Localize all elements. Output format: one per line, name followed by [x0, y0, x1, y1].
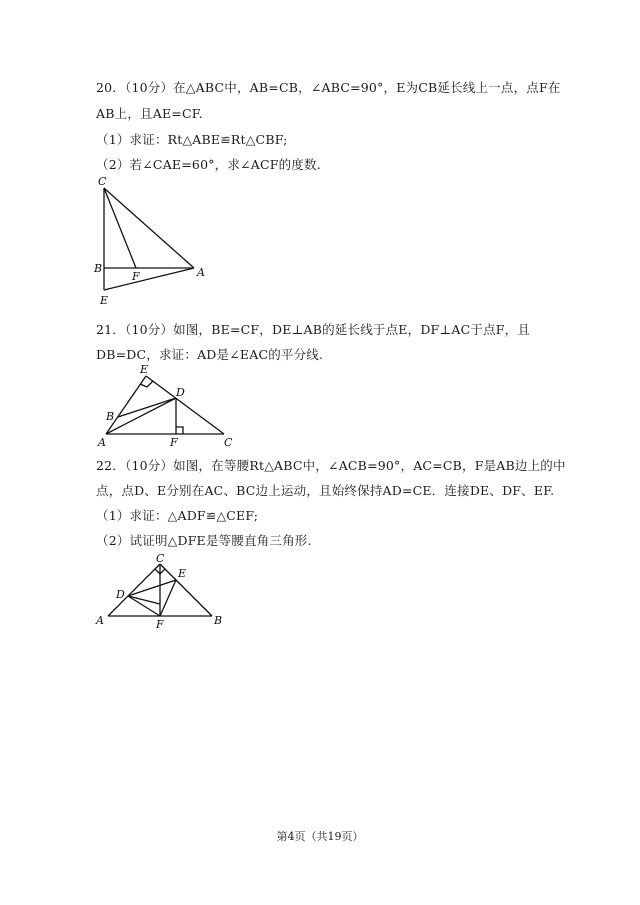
problem-22-part-2: （2）试证明△DFE是等腰直角三角形. [96, 533, 312, 548]
segment-EA [104, 268, 194, 290]
label-C: C [98, 175, 107, 188]
figure-problem-20 [90, 172, 220, 312]
segment-AD [106, 398, 176, 434]
problem-20-line-1: 20．（10分）在△ABC中，AB=CB，∠ABC=90°，E为CB延长线上一点，点F在 [96, 80, 561, 95]
segment-CF [104, 188, 136, 268]
label-C: C [156, 552, 165, 565]
label-B: B [106, 410, 115, 423]
problem-20-part-2: （2）若∠CAE=60°，求∠ACF的度数. [96, 157, 321, 172]
label-B: B [214, 614, 223, 627]
label-D: D [176, 386, 185, 399]
label-C: C [224, 436, 233, 449]
label-A: A [96, 614, 104, 627]
segment-DG [128, 596, 160, 604]
figure-problem-21 [96, 362, 246, 450]
problem-20-line-2: AB上，且AE=CF. [96, 106, 203, 121]
problem-21-line-2: DB=DC，求证：AD是∠EAC的平分线. [96, 347, 324, 362]
label-E: E [178, 567, 187, 580]
problem-22-line-1: 22．（10分）如图，在等腰Rt△ABC中，∠ACB=90°，AC=CB，F是AB边上的中 [96, 458, 566, 473]
segment-DF [128, 596, 160, 616]
label-F: F [156, 618, 164, 631]
label-A: A [197, 266, 205, 279]
problem-20-part-1: （1）求证：Rt△ABE≌Rt△CBF; [96, 132, 288, 147]
label-A: A [98, 436, 106, 449]
label-F: F [132, 270, 140, 283]
label-B: B [94, 262, 103, 275]
label-E: E [100, 294, 109, 307]
segment-BD [118, 398, 176, 417]
label-E: E [140, 363, 149, 376]
page-footer: 第4页（共19页） [276, 830, 364, 843]
problem-22-line-2: 点，点D、E分别在AC、BC边上运动，且始终保持AD=CE．连接DE、DF、EF. [96, 483, 555, 498]
label-D: D [116, 588, 125, 601]
segment-CA [104, 188, 194, 268]
problem-22-part-1: （1）求证：△ADF≌△CEF; [96, 508, 259, 523]
figure-problem-22 [94, 552, 244, 634]
right-angle-mark-F [176, 427, 183, 434]
problem-21-line-1: 21．（10分）如图，BE=CF，DE⊥AB的延长线于点E，DF⊥AC于点F，且 [96, 322, 531, 337]
segment-EF [160, 580, 176, 616]
label-F: F [170, 436, 178, 449]
segment-EC [146, 376, 224, 434]
